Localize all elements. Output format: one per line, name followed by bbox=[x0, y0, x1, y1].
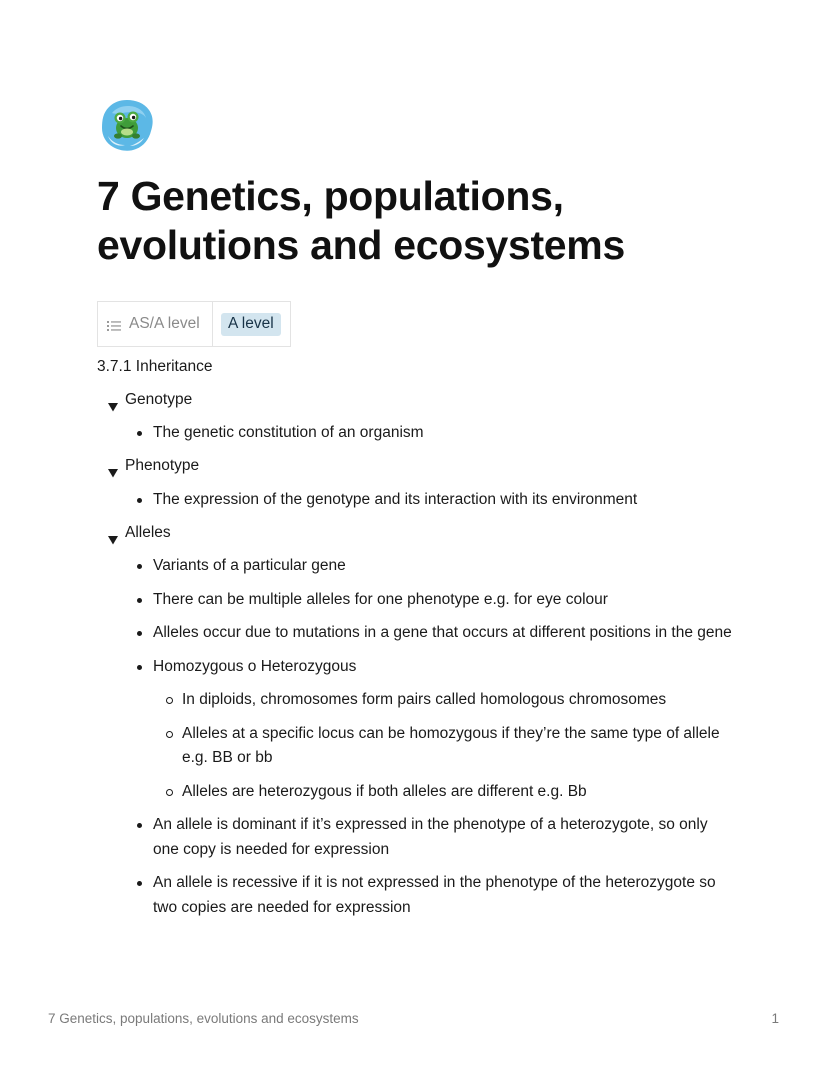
bullet-circle-icon bbox=[166, 789, 173, 796]
toggle-body bbox=[108, 554, 737, 920]
list-item bbox=[127, 871, 737, 920]
list-item-text: Homozygous o Heterozygous bbox=[153, 657, 357, 675]
toggle-label: Genotype bbox=[125, 390, 193, 408]
list-item bbox=[127, 588, 737, 613]
toggle-arrow-icon[interactable] bbox=[108, 529, 118, 538]
list-item-text: The genetic constitution of an organism bbox=[153, 424, 424, 441]
page-title: 7 Genetics, populations, evolutions and ecosystems bbox=[97, 173, 625, 268]
nested-list-item bbox=[154, 688, 737, 713]
nested-list-item-text: Alleles at a specific locus can be homozygous if they’re the same type of allele e.g. BB or bb bbox=[182, 724, 720, 766]
list-item bbox=[127, 813, 737, 862]
toggle-alleles bbox=[108, 521, 737, 920]
toggle-genotype bbox=[108, 388, 737, 446]
section-heading: 3.7.1 Inheritance bbox=[97, 358, 213, 375]
footer-page-number: 1 bbox=[771, 1011, 779, 1026]
list-item-text: Alleles occur due to mutations in a gene that occurs at different positions in the gene bbox=[153, 624, 732, 641]
bullet-circle-icon bbox=[166, 697, 173, 704]
toggle-arrow-icon[interactable] bbox=[108, 462, 118, 471]
list-item bbox=[127, 655, 737, 805]
list-item-text: There can be multiple alleles for one phenotype e.g. for eye colour bbox=[153, 590, 608, 608]
list-icon bbox=[107, 319, 121, 331]
toggle-label: Phenotype bbox=[125, 457, 200, 475]
nested-list bbox=[153, 688, 737, 804]
nested-list-item-text: Alleles are heterozygous if both alleles are different e.g. Bb bbox=[182, 782, 587, 800]
bullet-disc-icon bbox=[137, 881, 142, 886]
bullet-circle-icon bbox=[166, 731, 173, 738]
property-row-as-a-level bbox=[97, 301, 291, 347]
list-item-text: An allele is dominant if it’s expressed in the phenotype of a heterozygote, so only one copy is needed for expression bbox=[153, 816, 708, 858]
nested-list-item bbox=[154, 780, 737, 805]
property-name[interactable] bbox=[98, 302, 213, 346]
list-item bbox=[127, 621, 737, 646]
toggle-header-alleles[interactable] bbox=[108, 521, 737, 545]
property-name-label: AS/A level bbox=[129, 315, 200, 332]
nested-list-item bbox=[154, 722, 737, 771]
list-item-text: Variants of a particular gene bbox=[153, 557, 346, 574]
property-value[interactable] bbox=[213, 302, 290, 346]
bullet-disc-icon bbox=[137, 598, 142, 603]
toggle-header-phenotype[interactable] bbox=[108, 455, 737, 479]
bullet-disc-icon bbox=[137, 823, 142, 828]
bullet-disc-icon bbox=[137, 665, 142, 670]
bullet-disc-icon bbox=[137, 498, 142, 503]
toggle-arrow-icon[interactable] bbox=[108, 396, 118, 405]
bullet-disc-icon bbox=[137, 631, 142, 636]
nested-list-item-text: In diploids, chromosomes form pairs called homologous chromosomes bbox=[182, 691, 667, 708]
frog-sticker-icon[interactable] bbox=[100, 98, 154, 152]
toggle-body bbox=[108, 488, 737, 513]
list-item bbox=[127, 554, 737, 579]
toggle-header-genotype[interactable] bbox=[108, 388, 737, 412]
toggle-phenotype bbox=[108, 455, 737, 513]
bullet-disc-icon bbox=[137, 564, 142, 569]
level-tag: A level bbox=[221, 313, 281, 336]
bullet-disc-icon bbox=[137, 431, 142, 436]
toggle-label: Alleles bbox=[125, 523, 171, 541]
list-item-text: The expression of the genotype and its interaction with its environment bbox=[153, 490, 638, 508]
footer-document-title: 7 Genetics, populations, evolutions and ecosystems bbox=[48, 1011, 359, 1026]
list-item bbox=[127, 488, 737, 513]
list-item bbox=[127, 421, 737, 446]
toggle-body bbox=[108, 421, 737, 446]
page-content bbox=[97, 355, 737, 920]
list-item-text: An allele is recessive if it is not expressed in the phenotype of the heterozygote so two copies are needed for expression bbox=[153, 874, 716, 916]
